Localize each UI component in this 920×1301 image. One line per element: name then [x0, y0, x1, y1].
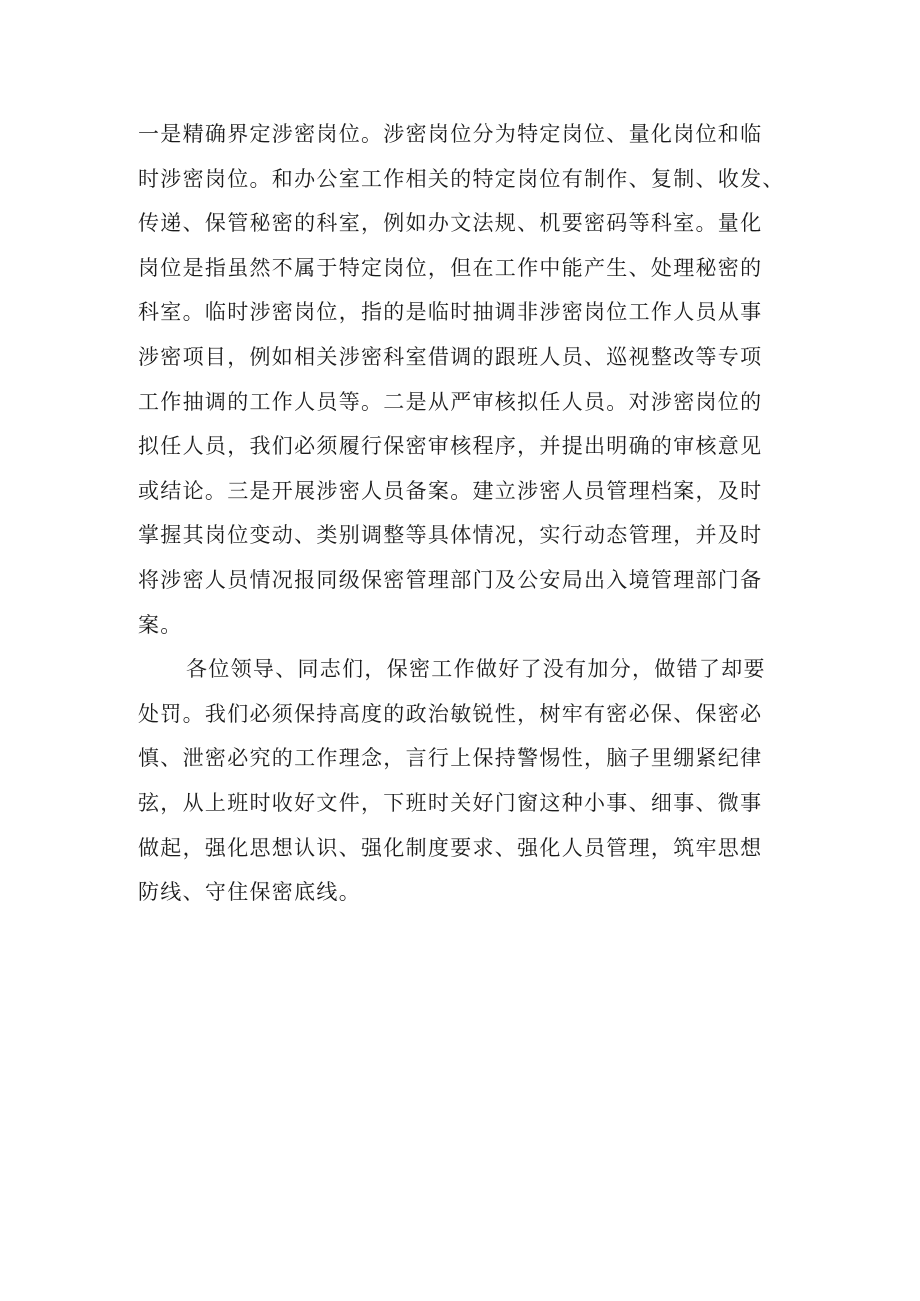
- text-line: 拟任人员，我们必须履行保密审核程序，并提出明确的审核意见: [138, 434, 763, 459]
- text-line: 科室。临时涉密岗位，指的是临时抽调非涉密岗位工作人员从事: [138, 300, 763, 325]
- text-line: 岗位是指虽然不属于特定岗位，但在工作中能产生、处理秘密的: [138, 255, 763, 280]
- text-line: 掌握其岗位变动、类别调整等具体情况，实行动态管理，并及时: [138, 523, 763, 548]
- text-line: 将涉密人员情况报同级保密管理部门及公安局出入境管理部门备: [138, 567, 763, 592]
- document-body: [138, 112, 798, 915]
- text-line: 传递、保管秘密的科室，例如办文法规、机要密码等科室。量化: [138, 211, 763, 236]
- text-line: 一是精确界定涉密岗位。涉密岗位分为特定岗位、量化岗位和临: [138, 122, 763, 146]
- text-line: 案。: [138, 612, 183, 637]
- text-line: 处罚。我们必须保持高度的政治敏锐性，树牢有密必保、保密必: [138, 701, 763, 726]
- text-line: 慎、泄密必究的工作理念，言行上保持警惕性，脑子里绷紧纪律: [138, 746, 763, 771]
- text-line: 工作抽调的工作人员等。二是从严审核拟任人员。对涉密岗位的: [138, 389, 763, 414]
- text-line: 防线、守住保密底线。: [138, 880, 361, 905]
- text-line: 各位领导、同志们，保密工作做好了没有加分，做错了却要: [186, 657, 766, 682]
- text-line: 做起，强化思想认识、强化制度要求、强化人员管理，筑牢思想: [138, 835, 763, 860]
- text-line: 涉密项目，例如相关涉密科室借调的跟班人员、巡视整改等专项: [138, 344, 763, 369]
- text-line: 时涉密岗位。和办公室工作相关的特定岗位有制作、复制、收发、: [138, 166, 785, 191]
- paragraph-1: [138, 112, 798, 647]
- text-line: 或结论。三是开展涉密人员备案。建立涉密人员管理档案，及时: [138, 478, 763, 503]
- paragraph-2: [138, 647, 798, 915]
- text-line: 弦，从上班时收好文件，下班时关好门窗这种小事、细事、微事: [138, 790, 763, 815]
